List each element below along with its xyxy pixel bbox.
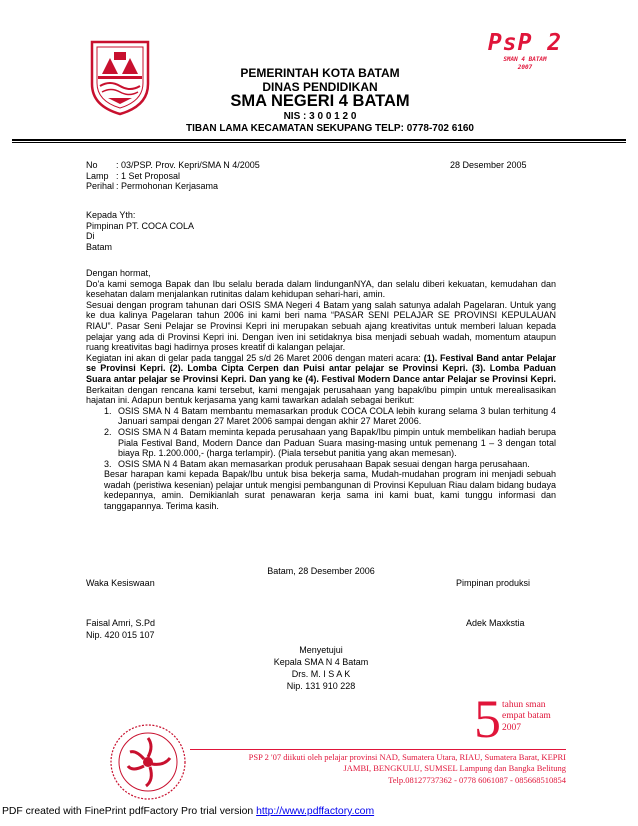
recipient-name: Pimpinan PT. COCA COLA [86,220,195,231]
meta-attachment-row [86,171,546,182]
anniversary-line2: empat batam [502,711,551,722]
psp-year: 2007 [517,64,533,71]
offer-item: 2. OSIS SMA N 4 Batam meminta kepada perusahaan yang Bapak/Ibu pimpin untuk membelikan hadiah berupa Piala Festival Band, Modern Dance dan Paduan Suara masing-masing untuk pemenang 1 – 3 dengan total biaya Rp. 1.200.000,- (harga terlampir). (Piala tersebut panitia yang akan memesan). [114,427,556,459]
pdf-factory-note [2,806,374,817]
approval-label: Menyetujui [299,645,343,655]
meta-number-label: No [86,160,98,170]
footer-divider [190,749,566,750]
greeting: Dengan hormat, [86,268,151,278]
signature-right-role: Pimpinan produksi [456,578,531,588]
pdf-factory-text: PDF created with FinePrint pdfFactory Pro trial version [2,806,257,817]
footer-line3: Telp.08127737362 - 0778 6061087 - 085668510854 [388,774,566,785]
pasar-seni-pelajar-emblem [108,722,188,802]
offer-list [86,406,556,470]
paragraph-program: Sesuai dengan program tahunan dari OSIS SMA Negeri 4 Batam yang salah satunya adalah Pagelaran. Untuk yang ke dua kalinya Pagelaran tahun 2006 ini kami beri nama “PASAR SENI PELAJAR SE PROVINSI KEPULAUAN RIAU”. Pasar Seni Pelajar se Provinsi Kepri ini merupakan sebuah ajang kreativitas untuk memberi laluan kepada pelajar yang ada di Provinsi Kepri ini. Dengan iven ini setidaknya bisa menjadi sebuah wadah, momentum ataupun ruang kreativitas bagi hadirnya proses kreatif di kalangan pelajar. [86,299,556,353]
event-tail: Berkaitan dengan rencana kami tersebut, kami mengajak perusahaan yang bapak/ibu pimpin untuk merealisasikan hajatan ini. Adapun bentuk kerjasama yang kami tawarkan adalah sebagai berikut: [86,384,556,406]
header-department: DINAS PENDIDIKAN [262,80,378,94]
letter-body [86,268,556,512]
offer-item: 3. OSIS SMA N 4 Batam akan memasarkan produk perusahaan Bapak sesuai dengan harga perusahaan. [114,459,556,470]
kota-batam-crest-logo [88,38,152,116]
footer-line2: JAMBI, BENGKULU, SUMSEL Lampung dan Bangka Belitung [343,763,566,774]
signature-place-date: Batam, 28 Desember 2006 [267,566,375,576]
meta-attachment-label: Lamp [86,170,109,181]
letter-date: 28 Desember 2005 [450,160,527,170]
recipient-di: Di [86,231,95,242]
anniversary-number: 5 [474,689,501,749]
anniversary-text [502,700,551,734]
offer-item: 1. OSIS SMA N 4 Batam membantu memasarkan produk COCA COLA lebih kurang selama 3 bulan terhitung 4 Januari sampai dengan 27 Maret 2006 sampai dengan akhir 27 Maret 2006. [114,406,556,427]
signature-left-nip: Nip. 420 015 107 [86,630,155,640]
meta-subject-row [86,181,546,192]
recipient-city: Batam [86,241,113,252]
psp-subtitle: SMAN 4 BATAM [503,56,547,63]
paragraph-event [86,353,556,406]
meta-subject-value: : Permohonan Kerjasama [116,181,219,192]
psp-title: PsP 2 [487,30,563,56]
footer-note [190,752,566,786]
meta-subject-label: Perihal [86,181,115,192]
approval-name: Drs. M. I S A K [291,669,351,679]
event-list: (1). Festival Band antar Pelajar se Provinsi Kepri. (2). Lomba Cipta Cerpen dan Puisi antar pelajar se Provinsi Kepri. (3). Lomba Paduan Suara antar pelajar se Provinsi Kepri. Dan yang ke (4). Festival Modern Dance antar Pelajar se Provinsi Kepri. [86,352,556,384]
header-divider [12,139,626,141]
signature-right-name: Adek Maxkstia [466,618,525,628]
footer-line1: PSP 2 '07 diikuti oleh pelajar provinsi NAD, Sumatera Utara, RIAU, Sumatera Barat, KEPRI [248,752,566,762]
header-nis: NIS : 3 0 0 1 2 0 [283,111,357,122]
header-address: TIBAN LAMA KECAMATAN SEKUPANG TELP: 0778-702 6160 [185,123,474,134]
paragraph-closing: Besar harapan kami kepada Bapak/Ibu untuk bisa bekerja sama, Mudah-mudahan program ini menjadi sebuah wadah (peristiwa kesenian) pelajar untuk mengisi pembangunan di Provinsi Kepuluan Riau dalam bidang budaya kedepannya, amin. Demikianlah surat penawaran kerja sama ini kami buat, kami tunggu informasi dan tanggapannya. Terima kasih. [104,469,556,512]
event-lead: Kegiatan ini akan di gelar pada tanggal 25 s/d 26 Maret 2006 dengan materi acara: [86,352,424,363]
paragraph-prayer: Do'a kami semoga Bapak dan Ibu selalu berada dalam lindunganNYA, dan selalu diberi kekuatan, kemudahan dan kesehatan dalam menjalankan rutinitas dalam kehidupan sehari-hari, amin. [86,278,556,300]
header-divider-thin [12,142,626,143]
anniversary-line3: 2007 [502,722,521,733]
approval-nip: Nip. 131 910 228 [286,681,356,691]
anniversary-line1: tahun sman [502,700,546,710]
recipient-block [86,210,386,252]
signature-left-role: Waka Kesiswaan [86,578,155,588]
signature-left-name: Faisal Amri, S.Pd [86,618,156,628]
recipient-salutation: Kepada Yth: [86,210,136,220]
approval-role: Kepala SMA N 4 Batam [273,657,369,667]
pdf-factory-link[interactable]: http://www.pdffactory.com [256,806,375,817]
header-school-name: SMA NEGERI 4 BATAM [230,92,410,110]
meta-attachment-value: : 1 Set Proposal [116,170,181,181]
meta-number-value: : 03/PSP. Prov. Kepri/SMA N 4/2005 [116,160,260,170]
header-government: PEMERINTAH KOTA BATAM [240,66,400,80]
